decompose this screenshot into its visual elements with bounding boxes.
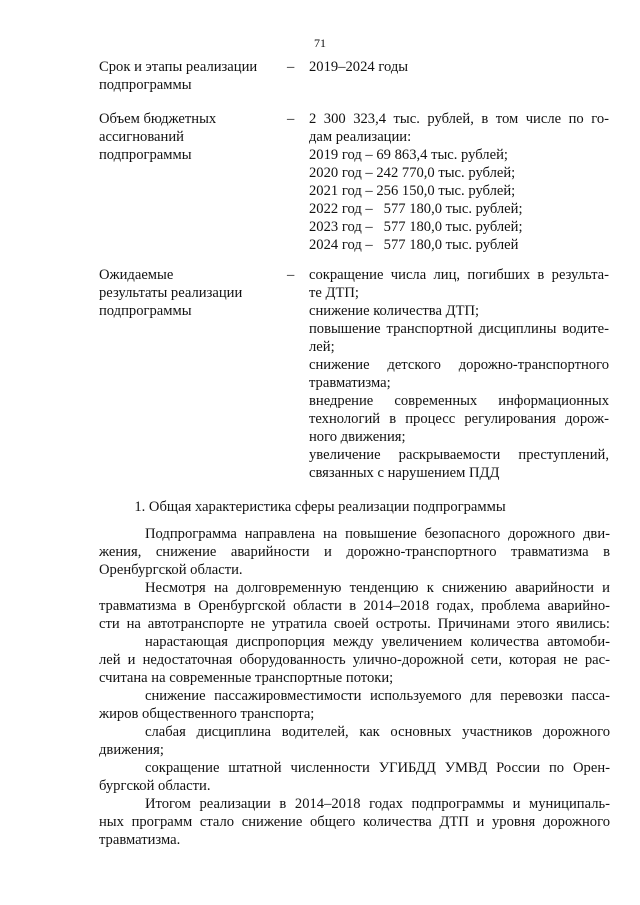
value-line: снижение детского дорожно-транспортного (309, 357, 609, 373)
body-line: слабая дисциплина водителей, как основных участников дорожного (145, 724, 610, 740)
row-value (309, 58, 609, 76)
row-value (309, 110, 609, 254)
body-line: сти на автотранспорте не утратила своей остроты. Причинами этого явились: (99, 616, 610, 632)
body-line: лей и недостаточная оборудованность улично-дорожной сети, которая не рас- (99, 652, 610, 668)
row-dash: – (287, 267, 295, 283)
body-text (99, 525, 610, 849)
label-line: подпрограммы (99, 77, 192, 93)
value-line: 2019–2024 годы (309, 59, 409, 75)
body-line: сокращение штатной численности УГИБДД УМВД России по Орен- (145, 760, 610, 776)
body-line: считана на современные транспортные потоки; (99, 670, 394, 686)
section-heading: 1. Общая характеристика сферы реализации подпрограммы (134, 499, 506, 515)
body-line: Несмотря на долговременную тенденцию к снижению аварийности и (145, 580, 610, 596)
value-line: 2024 год – 577 180,0 тыс. рублей (309, 237, 519, 253)
value-line: 2021 год – 256 150,0 тыс. рублей; (309, 183, 516, 199)
row-label (99, 266, 269, 320)
body-line: травматизма в Оренбургской области в 2014–2018 годах, проблема аварийно- (99, 598, 610, 614)
label-line: подпрограммы (99, 303, 192, 319)
value-line: 2 300 323,4 тыс. рублей, в том числе по го- (309, 111, 609, 127)
row-value (309, 266, 609, 482)
value-line: снижение количества ДТП; (309, 303, 480, 319)
value-line: увеличение раскрываемости преступлений, (309, 447, 609, 463)
body-line: жения, снижение аварийности и дорожно-транспортного травматизма в (99, 544, 610, 560)
body-line: Оренбургской области. (99, 562, 243, 578)
body-line: движения; (99, 742, 164, 758)
body-line: ных программ стало снижение общего количества ДТП и уровня дорожного (99, 814, 610, 830)
label-line: Срок и этапы реализации (99, 59, 258, 75)
label-line: Ожидаемые (99, 267, 174, 283)
body-line: нарастающая диспропорция между увеличением количества автомоби- (145, 634, 610, 650)
value-line: внедрение современных информационных (309, 393, 609, 409)
body-line: травматизма. (99, 832, 181, 848)
value-line: 2023 год – 577 180,0 тыс. рублей; (309, 219, 523, 235)
value-line: 2020 год – 242 770,0 тыс. рублей; (309, 165, 516, 181)
value-line: сокращение числа лиц, погибших в результа- (309, 267, 609, 283)
value-line: 2022 год – 577 180,0 тыс. рублей; (309, 201, 523, 217)
page-number: 71 (314, 36, 326, 50)
value-line: ного движения; (309, 429, 406, 445)
body-line: Подпрограмма направлена на повышение безопасного дорожного дви- (145, 526, 610, 542)
body-line: жиров общественного транспорта; (99, 706, 315, 722)
row-label (99, 58, 269, 94)
body-line: бургской области. (99, 778, 211, 794)
value-line: повышение транспортной дисциплины водите- (309, 321, 609, 337)
value-line: дам реализации: (309, 129, 412, 145)
value-line: травматизма; (309, 375, 391, 391)
value-line: те ДТП; (309, 285, 359, 301)
value-line: 2019 год – 69 863,4 тыс. рублей; (309, 147, 508, 163)
body-line: снижение пассажировместимости используемого для перевозки пассa- (145, 688, 610, 704)
body-line: Итогом реализации в 2014–2018 годах подпрограммы и муниципаль- (145, 796, 610, 812)
label-line: ассигнований (99, 129, 184, 145)
value-line: лей; (309, 339, 335, 355)
value-line: связанных с нарушением ПДД (309, 465, 500, 481)
value-line: технологий в процесс регулирования дорож- (309, 411, 609, 427)
row-dash: – (287, 111, 295, 127)
label-line: подпрограммы (99, 147, 192, 163)
row-label (99, 110, 269, 164)
label-line: результаты реализации (99, 285, 243, 301)
label-line: Объем бюджетных (99, 111, 217, 127)
row-dash: – (287, 59, 295, 75)
